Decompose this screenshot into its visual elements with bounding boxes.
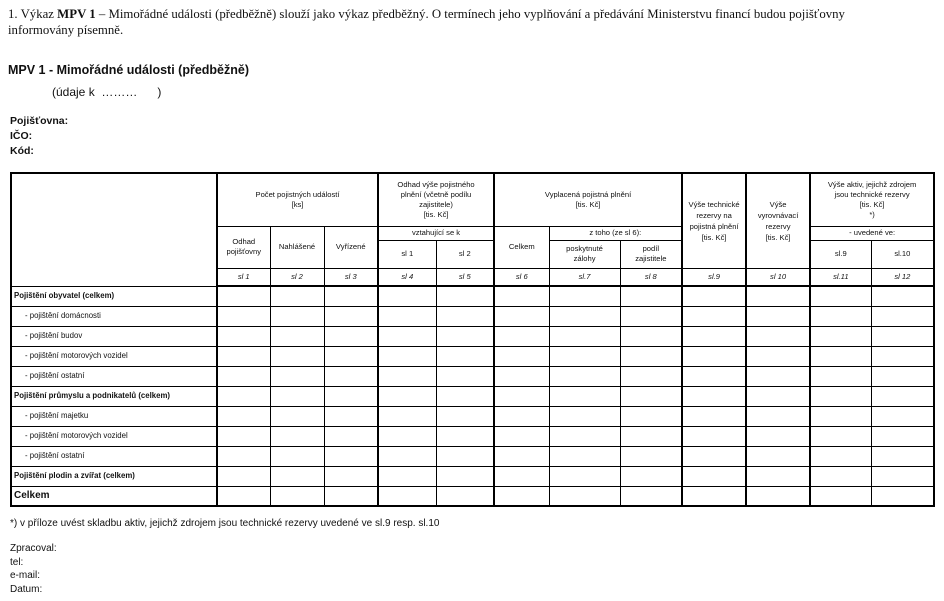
data-cell <box>620 346 682 366</box>
data-cell <box>549 366 620 386</box>
data-cell <box>620 386 682 406</box>
contact-block <box>10 542 57 596</box>
data-cell <box>270 326 324 346</box>
subheader-reinsurer-share <box>620 240 682 268</box>
data-cell <box>217 466 270 486</box>
header-line: vyrovnávací <box>757 210 799 220</box>
data-cell <box>436 346 494 366</box>
data-cell <box>746 426 810 446</box>
data-cell <box>378 286 436 306</box>
column-number: sl 1 <box>217 268 270 286</box>
data-cell <box>871 486 934 506</box>
data-cell <box>324 466 378 486</box>
row-label: Pojištění průmyslu a podnikatelů (celkem) <box>11 386 217 406</box>
data-cell <box>378 346 436 366</box>
data-cell <box>324 386 378 406</box>
subheader-paid-total: Celkem <box>494 226 549 268</box>
data-cell <box>810 326 871 346</box>
subheader-stated-sl9: sl.9 <box>810 240 871 268</box>
data-cell <box>746 446 810 466</box>
intro-text: – Mimořádné události (předběžně) slouží jako výkaz předběžný. O termínech jeho vyplňování a předávání Ministerstvu financí budou pojišťovny <box>95 7 845 21</box>
table-row-total <box>11 486 934 506</box>
table-row <box>11 446 934 466</box>
row-label: - pojištění motorových vozidel <box>11 346 217 366</box>
data-cell <box>810 406 871 426</box>
data-cell <box>871 446 934 466</box>
data-cell <box>682 366 746 386</box>
header-line: Počet pojistných událostí <box>255 189 340 199</box>
insurer-id-label: IČO: <box>10 130 33 142</box>
reporting-date: (údaje k ……… ) <box>52 85 162 99</box>
data-cell <box>871 406 934 426</box>
header-paid-benefits <box>494 173 682 226</box>
header-line: zajistitele) <box>419 199 453 209</box>
data-cell <box>682 386 746 406</box>
form-title: MPV 1 - Mimořádné události (předběžně) <box>8 63 249 77</box>
column-number: sl.7 <box>549 268 620 286</box>
data-cell <box>549 486 620 506</box>
data-cell <box>682 466 746 486</box>
data-cell <box>324 426 378 446</box>
header-line: [tis. Kč] <box>423 209 449 219</box>
column-number: sl 4 <box>378 268 436 286</box>
data-cell <box>746 386 810 406</box>
data-cell <box>682 286 746 306</box>
data-cell <box>682 306 746 326</box>
subheader-relating-to: vztahující se k <box>378 226 494 240</box>
data-cell <box>549 286 620 306</box>
data-cell <box>871 466 934 486</box>
table-row <box>11 326 934 346</box>
table-row <box>11 346 934 366</box>
data-cell <box>494 406 549 426</box>
column-number: sl 2 <box>270 268 324 286</box>
data-cell <box>871 326 934 346</box>
data-cell <box>217 406 270 426</box>
data-cell <box>494 466 549 486</box>
insurer-block <box>10 114 68 159</box>
column-number: sl.11 <box>810 268 871 286</box>
row-label: - pojištění ostatní <box>11 366 217 386</box>
data-cell <box>746 346 810 366</box>
data-cell <box>746 306 810 326</box>
data-cell <box>217 306 270 326</box>
column-number: sl 12 <box>871 268 934 286</box>
data-cell <box>378 406 436 426</box>
subheader-advances <box>549 240 620 268</box>
data-cell <box>620 286 682 306</box>
phone-label: tel: <box>10 556 24 568</box>
subheader-insurer-estimate <box>217 226 270 268</box>
column-number: sl 3 <box>324 268 378 286</box>
data-cell <box>324 366 378 386</box>
data-cell <box>810 306 871 326</box>
data-cell <box>436 406 494 426</box>
data-cell <box>436 306 494 326</box>
data-cell <box>549 426 620 446</box>
column-number: sl 6 <box>494 268 549 286</box>
data-cell <box>620 466 682 486</box>
data-cell <box>620 446 682 466</box>
data-cell <box>217 386 270 406</box>
column-number: sl 8 <box>620 268 682 286</box>
data-cell <box>871 286 934 306</box>
row-label: - pojištění domácnosti <box>11 306 217 326</box>
footnote: *) v příloze uvést skladbu aktiv, jejichž zdrojem jsou technické rezervy uvedené ve sl.9 resp. sl.10 <box>10 518 440 529</box>
data-cell <box>270 286 324 306</box>
table-row <box>11 386 934 406</box>
table-row <box>11 366 934 386</box>
row-label: Celkem <box>11 486 217 506</box>
data-cell <box>620 366 682 386</box>
data-cell <box>620 426 682 446</box>
data-cell <box>620 486 682 506</box>
data-cell <box>620 406 682 426</box>
prepared-by-label: Zpracoval: <box>10 543 57 554</box>
data-cell <box>620 306 682 326</box>
header-line: Výše aktiv, jejichž zdrojem <box>827 179 917 189</box>
data-cell <box>270 306 324 326</box>
data-cell <box>810 466 871 486</box>
row-label: - pojištění ostatní <box>11 446 217 466</box>
subheader-of-which: z toho (ze sl 6): <box>549 226 682 240</box>
data-cell <box>324 306 378 326</box>
header-technical-reserve <box>682 173 746 268</box>
data-cell <box>436 366 494 386</box>
intro-prefix: 1. Výkaz <box>8 7 58 21</box>
data-cell <box>682 346 746 366</box>
data-cell <box>436 286 494 306</box>
data-cell <box>494 346 549 366</box>
data-cell <box>871 386 934 406</box>
header-estimated-benefits <box>378 173 494 226</box>
data-cell <box>549 346 620 366</box>
row-label: - pojištění budov <box>11 326 217 346</box>
data-cell <box>378 386 436 406</box>
data-cell <box>324 446 378 466</box>
header-line: plnění (včetně podílu <box>400 189 472 199</box>
header-line: [ks] <box>291 199 304 209</box>
header-line: rezervy <box>765 221 791 231</box>
data-cell <box>810 286 871 306</box>
report-table <box>10 172 935 507</box>
column-number: sl.9 <box>682 268 746 286</box>
data-cell <box>270 366 324 386</box>
column-number: sl 5 <box>436 268 494 286</box>
data-cell <box>217 426 270 446</box>
header-line: Odhad <box>232 237 256 246</box>
header-line: [tis. Kč] <box>859 199 885 209</box>
data-cell <box>810 426 871 446</box>
data-cell <box>494 426 549 446</box>
data-cell <box>871 306 934 326</box>
header-row <box>11 173 934 226</box>
subheader-settled: Vyřízené <box>324 226 378 268</box>
data-cell <box>270 486 324 506</box>
header-line: pojišťovny <box>226 247 261 256</box>
data-cell <box>436 486 494 506</box>
header-line: Vyplacená pojistná plnění <box>544 189 632 199</box>
header-assets <box>810 173 934 226</box>
data-cell <box>682 486 746 506</box>
intro-paragraph <box>8 6 845 38</box>
data-cell <box>682 406 746 426</box>
data-cell <box>746 286 810 306</box>
data-cell <box>810 486 871 506</box>
data-cell <box>270 466 324 486</box>
header-claims-count <box>217 173 378 226</box>
header-line: Výše technické <box>688 199 740 209</box>
data-cell <box>871 366 934 386</box>
data-cell <box>378 306 436 326</box>
data-cell <box>746 326 810 346</box>
header-line: rezervy na <box>696 210 732 220</box>
data-cell <box>494 306 549 326</box>
subheader-relating-sl1: sl 1 <box>378 240 436 268</box>
data-cell <box>549 306 620 326</box>
data-cell <box>549 406 620 426</box>
data-cell <box>378 326 436 346</box>
header-equalization-reserve <box>746 173 810 268</box>
data-cell <box>270 426 324 446</box>
header-line: *) <box>869 209 875 219</box>
email-label: e-mail: <box>10 570 41 581</box>
table-row <box>11 286 934 306</box>
table-row <box>11 306 934 326</box>
data-cell <box>494 386 549 406</box>
subheader-reported: Nahlášené <box>270 226 324 268</box>
data-cell <box>810 346 871 366</box>
data-cell <box>620 326 682 346</box>
header-line: [tis. Kč] <box>765 232 791 242</box>
data-cell <box>746 366 810 386</box>
header-blank <box>11 173 217 286</box>
data-cell <box>682 326 746 346</box>
data-cell <box>810 446 871 466</box>
data-cell <box>746 406 810 426</box>
data-cell <box>324 286 378 306</box>
data-cell <box>217 346 270 366</box>
table-row <box>11 426 934 446</box>
insurer-code-label: Kód: <box>10 145 34 157</box>
data-cell <box>217 486 270 506</box>
data-cell <box>324 406 378 426</box>
header-line: zálohy <box>573 254 596 263</box>
header-line: jsou technické rezervy <box>834 189 910 199</box>
data-cell <box>871 426 934 446</box>
data-cell <box>549 386 620 406</box>
data-cell <box>378 466 436 486</box>
intro-line-2: informovány písemně. <box>8 23 124 37</box>
header-line: poskytnuté <box>566 244 603 253</box>
header-line: podíl <box>642 244 660 253</box>
data-cell <box>378 486 436 506</box>
data-cell <box>270 406 324 426</box>
data-cell <box>436 426 494 446</box>
data-cell <box>436 466 494 486</box>
data-cell <box>436 326 494 346</box>
insurer-name-label: Pojišťovna: <box>10 115 69 127</box>
header-line: zajistitele <box>635 254 667 263</box>
table-row <box>11 406 934 426</box>
subheader-stated-sl10: sl.10 <box>871 240 934 268</box>
header-line: [tis. Kč] <box>701 232 727 242</box>
data-cell <box>494 446 549 466</box>
intro-line-1 <box>8 6 845 22</box>
data-cell <box>270 386 324 406</box>
data-cell <box>378 446 436 466</box>
data-cell <box>746 466 810 486</box>
row-label: - pojištění majetku <box>11 406 217 426</box>
table-row <box>11 466 934 486</box>
data-cell <box>682 446 746 466</box>
data-cell <box>217 366 270 386</box>
column-number: sl 10 <box>746 268 810 286</box>
data-cell <box>436 386 494 406</box>
data-cell <box>494 326 549 346</box>
data-cell <box>378 426 436 446</box>
data-cell <box>494 366 549 386</box>
data-cell <box>549 466 620 486</box>
data-cell <box>436 446 494 466</box>
date-label: Datum: <box>10 583 43 595</box>
data-cell <box>217 326 270 346</box>
intro-form-code: MPV 1 <box>57 7 96 21</box>
data-cell <box>810 386 871 406</box>
data-cell <box>682 426 746 446</box>
header-line: Výše <box>769 199 787 209</box>
data-cell <box>324 346 378 366</box>
data-cell <box>270 446 324 466</box>
data-cell <box>494 486 549 506</box>
data-cell <box>871 346 934 366</box>
data-cell <box>217 286 270 306</box>
row-label: - pojištění motorových vozidel <box>11 426 217 446</box>
data-cell <box>217 446 270 466</box>
data-cell <box>324 326 378 346</box>
data-cell <box>494 286 549 306</box>
header-line: pojistná plnění <box>689 221 739 231</box>
data-cell <box>549 326 620 346</box>
data-cell <box>270 346 324 366</box>
row-label: Pojištění obyvatel (celkem) <box>11 286 217 306</box>
data-cell <box>746 486 810 506</box>
data-cell <box>378 366 436 386</box>
subheader-stated-in: - uvedené ve: <box>810 226 934 240</box>
header-line: Odhad výše pojistného <box>397 179 475 189</box>
subheader-relating-sl2: sl 2 <box>436 240 494 268</box>
data-cell <box>810 366 871 386</box>
header-line: [tis. Kč] <box>575 199 601 209</box>
data-cell <box>324 486 378 506</box>
data-cell <box>549 446 620 466</box>
row-label: Pojištění plodin a zvířat (celkem) <box>11 466 217 486</box>
